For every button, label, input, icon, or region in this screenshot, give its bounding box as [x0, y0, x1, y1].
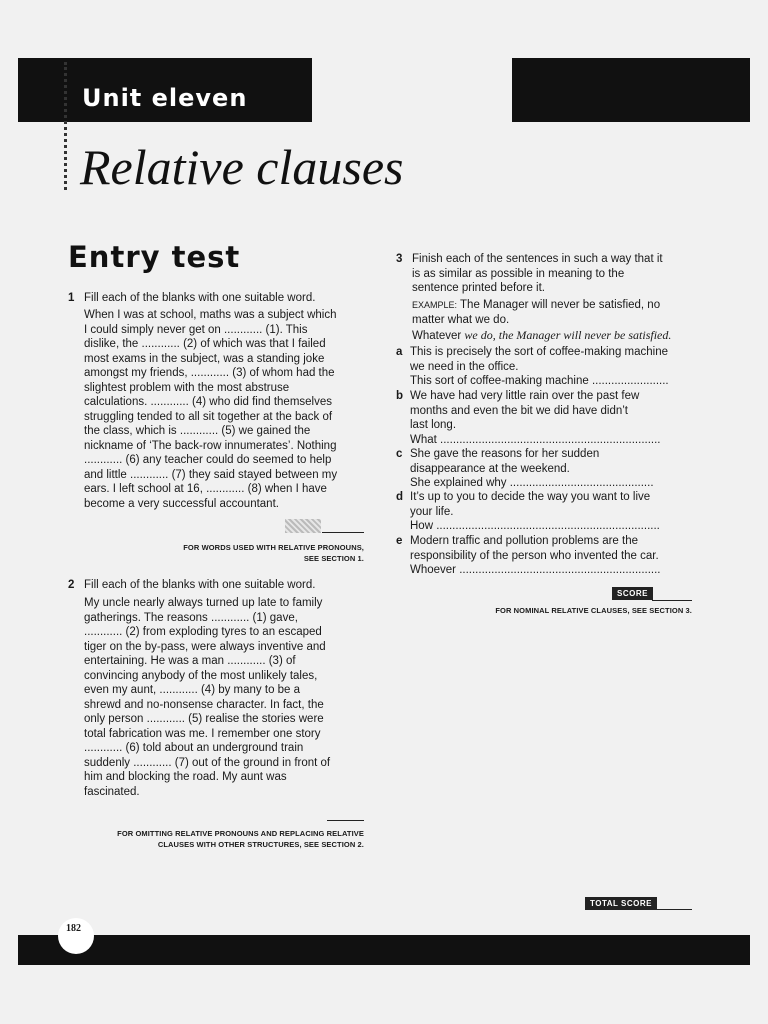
- item-text: It’s up to you to decide the way you want to live your life. How ......................................................................: [410, 491, 660, 532]
- exercise-number: 3: [396, 253, 403, 265]
- footer-bar: [18, 935, 750, 965]
- item-letter: d: [396, 491, 404, 503]
- score-line: [652, 600, 692, 601]
- example-text: The Manager will never be satisfied, no matter what we do.: [412, 299, 661, 326]
- item-letter: e: [396, 535, 403, 547]
- item-text: This is precisely the sort of coffee-making machine we need in the office. This sort of coffee-making machine ........................: [410, 346, 669, 387]
- score-line: [327, 820, 364, 821]
- item-letter: b: [396, 390, 404, 402]
- exercise-number: 2: [68, 579, 75, 591]
- section-title: Entry test: [68, 240, 241, 274]
- example-answer: [412, 328, 702, 344]
- total-score-label: TOTAL SCORE: [585, 897, 657, 910]
- banner-right-bar: [512, 98, 750, 122]
- score-label: SCORE: [612, 587, 653, 600]
- example-label: EXAMPLE:: [412, 300, 458, 310]
- exercise-instruction: Fill each of the blanks with one suitable word.: [84, 292, 316, 304]
- exercise-instruction: Finish each of the sentences in such a way that it is as similar as possible in meaning to the sentence printed before it.: [412, 253, 663, 294]
- exercise-text: When I was at school, maths was a subject which I could simply never get on ............ (1). This dislike, the ............ (2) of which was that I failed most exams in the subject, was a standing joke amongst my friends, ............ (3) of whom had the slightest problem with the most abstruse calculations. ............ (4) who did find themselves struggling tended to all sit together at the back of the class, which is ............ (5) we gained the nickname of ‘The back-row innumerates’. Nothing ............ (6) any teacher could do seemed to help and little ............ (7) they said stayed between my ears. I left school at 16, ............ (8) when I have become a very successful accountant.: [84, 309, 338, 510]
- section-note: FOR WORDS USED WITH RELATIVE PRONOUNS, SEE SECTION 1.: [183, 543, 364, 563]
- item-text: She gave the reasons for her sudden disappearance at the weekend. She explained why .............................................: [410, 448, 654, 489]
- exercise-text: My uncle nearly always turned up late to family gatherings. The reasons ............ (1) gave, ............ (2) from exploding tyres to an escaped tiger on the by-pass, were always inventive and entertaining. He was a man ............ (3) of convincing anybody of the most unlikely tales, even my aunt, ............ (4) by many to be a shrewd and no-nonsense character. In fact, the only person ............ (5) realise the stories were total fabrication was me. I remember one story ............ (6) told about an underground train suddenly ............ (7) out of the ground in front of him and blocking the road. My aunt was fascinated.: [84, 597, 331, 798]
- score-stamp: [285, 519, 321, 533]
- page-title: Relative clauses: [80, 139, 404, 195]
- section-note: FOR NOMINAL RELATIVE CLAUSES, SEE SECTION 3.: [495, 606, 692, 615]
- banner-break: [312, 58, 512, 122]
- page-number: 182: [66, 923, 81, 934]
- example-answer-lead: Whatever: [412, 330, 465, 342]
- unit-label: Unit eleven: [82, 84, 248, 112]
- score-line: [322, 532, 364, 533]
- example-sentence: [412, 298, 702, 327]
- item-letter: a: [396, 346, 403, 358]
- exercise-number: 1: [68, 292, 75, 304]
- section-note: FOR OMITTING RELATIVE PRONOUNS AND REPLACING RELATIVE CLAUSES WITH OTHER STRUCTURES, SEE SECTION 2.: [117, 829, 364, 849]
- item-text: We have had very little rain over the past few months and even the bit we did have didn’t last long. What .....................................................................: [410, 390, 661, 446]
- item-letter: c: [396, 448, 403, 460]
- exercise-instruction: Fill each of the blanks with one suitable word.: [84, 579, 316, 591]
- total-score-line: [650, 909, 692, 910]
- dotted-rule: [64, 62, 67, 190]
- example-answer-text: we do, the Manager will never be satisfied.: [464, 328, 672, 342]
- item-text: Modern traffic and pollution problems are the responsibility of the person who invented the car. Whoever ...............................................................: [410, 535, 661, 576]
